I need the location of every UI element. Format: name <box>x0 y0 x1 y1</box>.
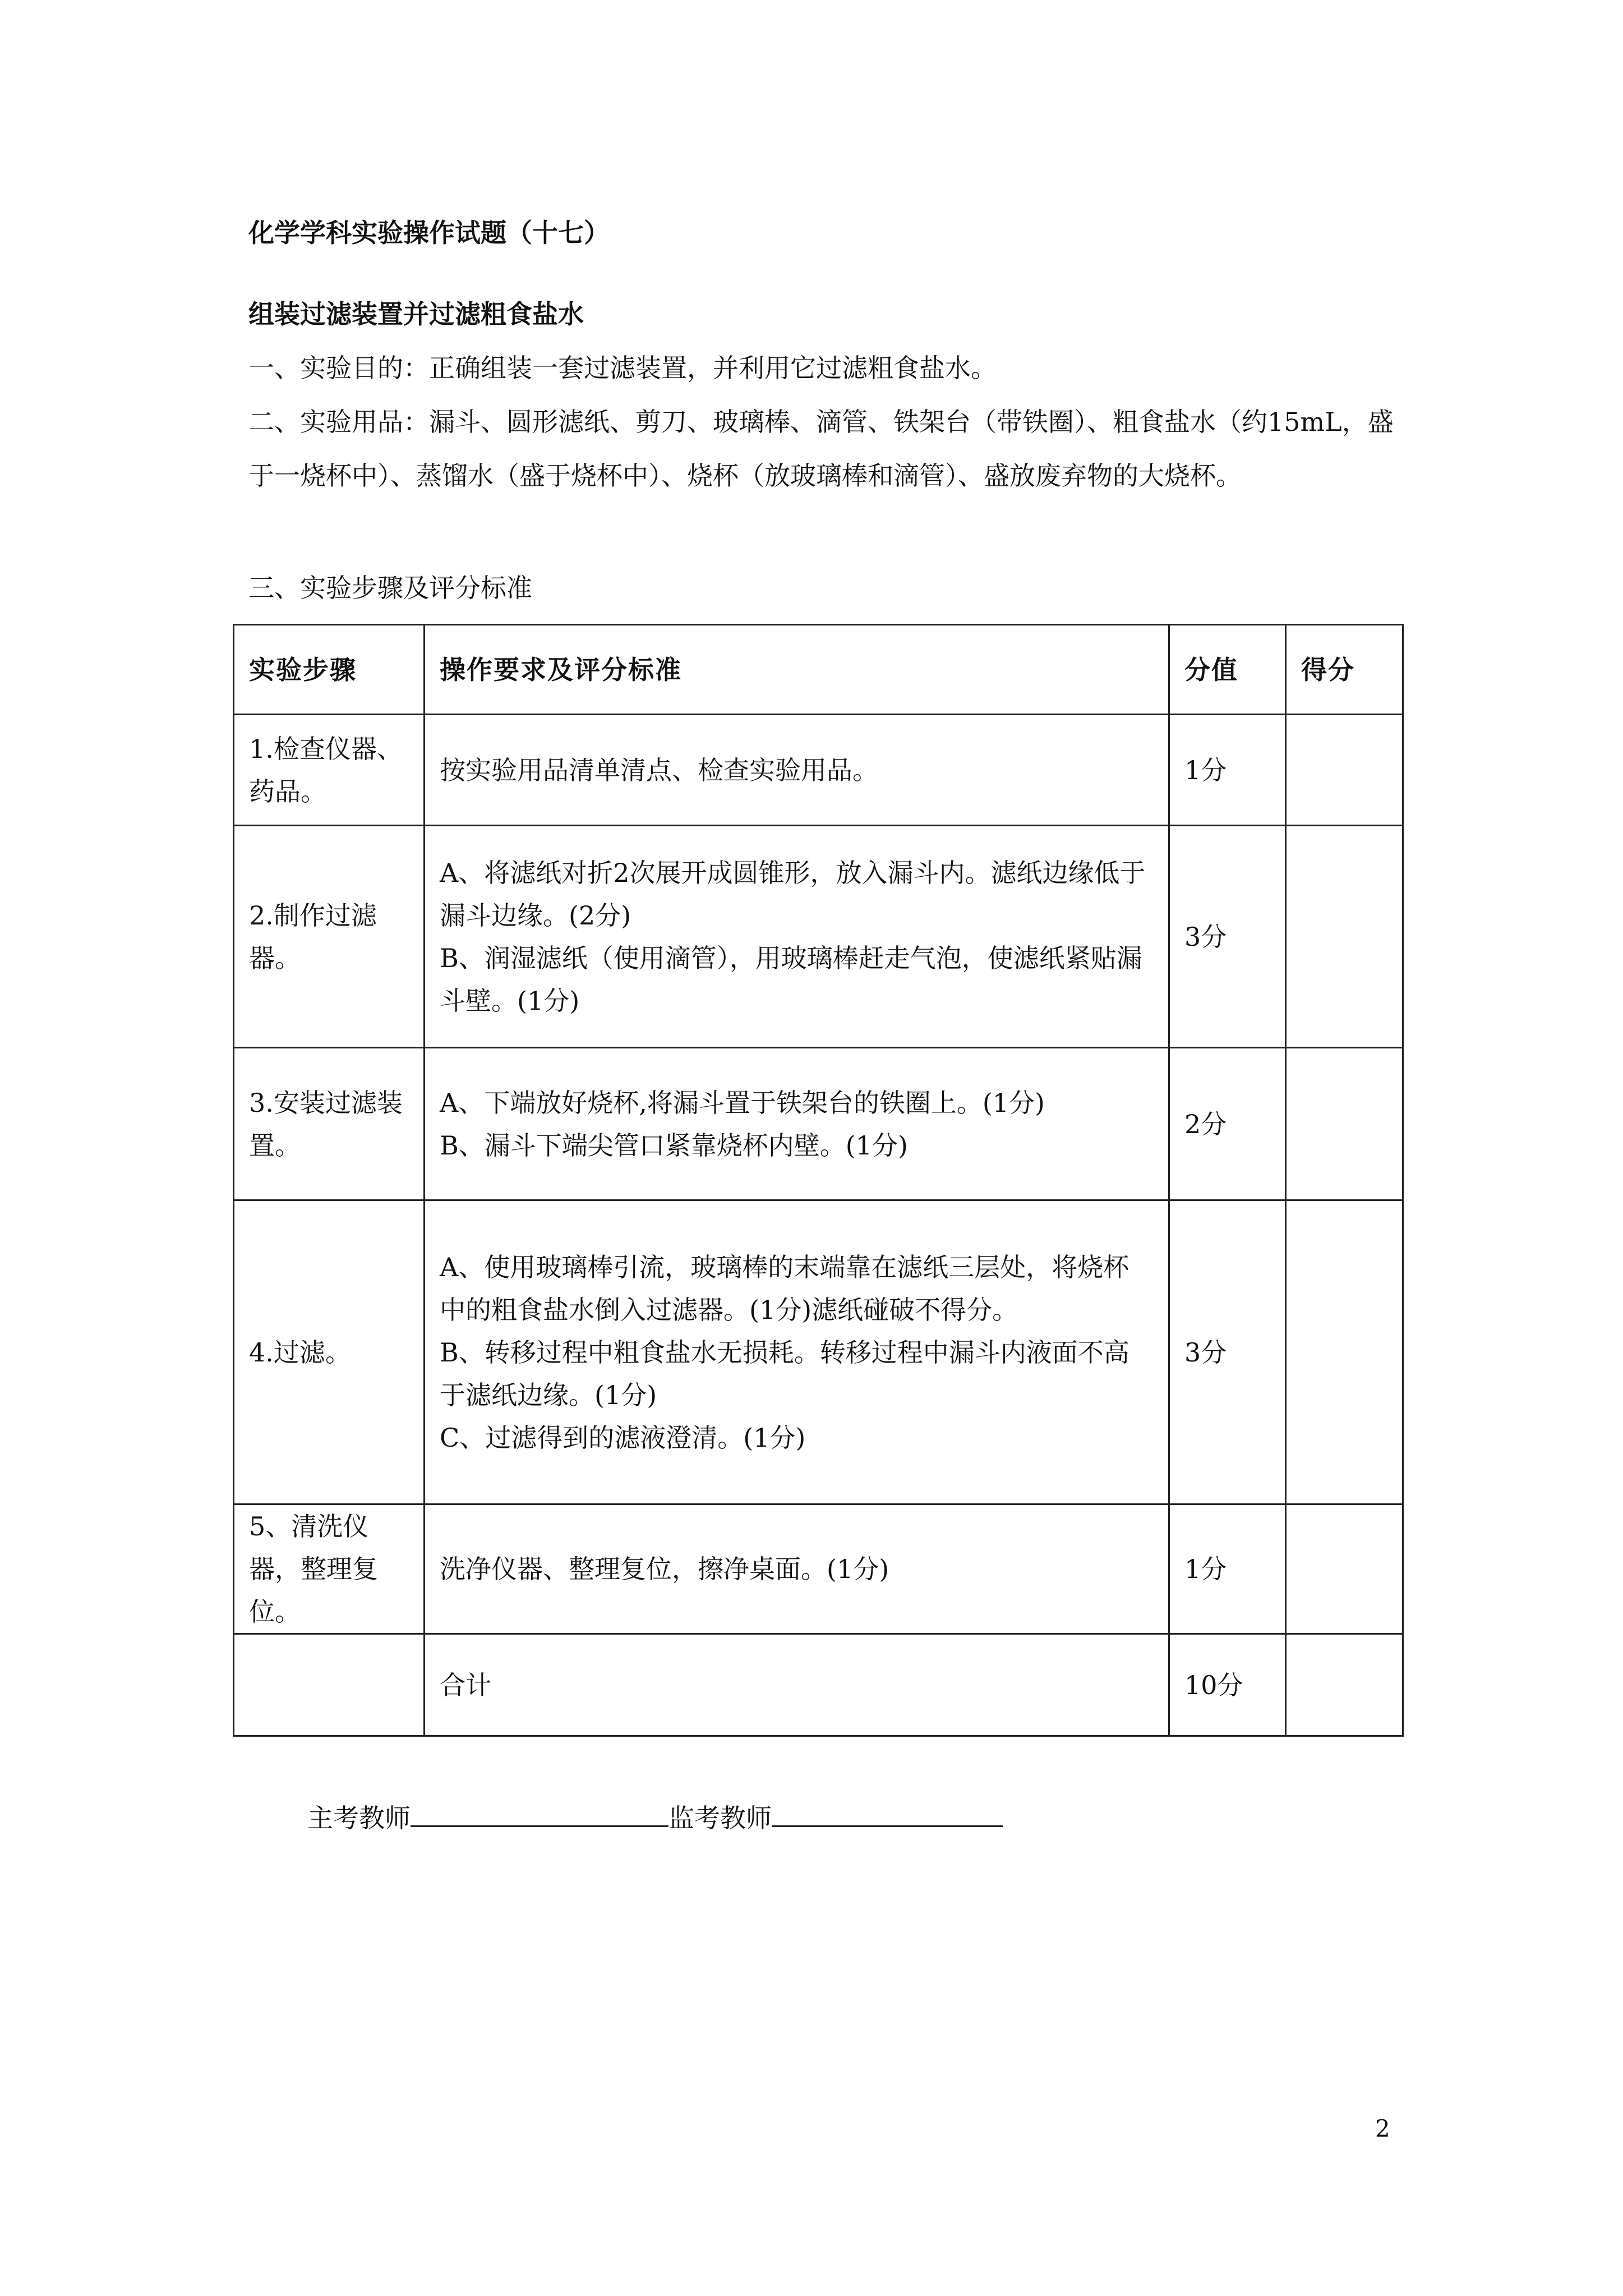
table-total-row <box>234 1634 1403 1736</box>
requirement-line: A、将滤纸对折2次展开成圆锥形，放入漏斗内。滤纸边缘低于漏斗边缘。(2分) <box>440 857 1146 931</box>
table-row <box>234 1048 1403 1200</box>
proctor-label: 监考教师 <box>668 1803 772 1833</box>
requirement-line: 按实验用品清单清点、检查实验用品。 <box>440 754 878 785</box>
score-cell <box>1286 1200 1403 1504</box>
document-title: 化学学科实验操作试题（十七） <box>248 218 610 248</box>
examiner-signature-blank[interactable] <box>411 1800 668 1827</box>
requirement-line: 洗净仪器、整理复位，擦净桌面。(1分) <box>440 1554 889 1584</box>
score-cell <box>1286 826 1403 1048</box>
points-cell: 3分 <box>1169 826 1286 1048</box>
page-number: 2 <box>1375 2115 1390 2142</box>
table-row <box>234 1504 1403 1634</box>
requirement-line: B、转移过程中粗食盐水无损耗。转移过程中漏斗内液面不高于滤纸边缘。(1分) <box>440 1337 1129 1410</box>
examiner-label: 主考教师 <box>307 1803 411 1833</box>
experiment-subtitle: 组装过滤装置并过滤粗食盐水 <box>248 299 584 329</box>
requirement-line: B、漏斗下端尖管口紧靠烧杯内壁。(1分) <box>440 1130 908 1161</box>
proctor-signature-blank[interactable] <box>772 1800 1003 1827</box>
points-cell: 10分 <box>1169 1634 1286 1736</box>
requirements-cell <box>425 1634 1169 1736</box>
requirements-cell <box>425 826 1169 1048</box>
step-cell: 3.安装过滤装置。 <box>234 1048 425 1200</box>
step-cell <box>234 1634 425 1736</box>
score-cell <box>1286 1634 1403 1736</box>
step-cell: 4.过滤。 <box>234 1200 425 1504</box>
requirement-line: C、过滤得到的滤液澄清。(1分) <box>440 1422 806 1453</box>
requirement-line: A、使用玻璃棒引流，玻璃棒的末端靠在滤纸三层处，将烧杯中的粗食盐水倒入过滤器。(1分)滤纸碰破不得分。 <box>440 1251 1129 1325</box>
header-requirements: 操作要求及评分标准 <box>425 625 1169 715</box>
requirements-cell <box>425 1200 1169 1504</box>
score-cell <box>1286 1504 1403 1634</box>
table-row <box>234 715 1403 826</box>
score-cell <box>1286 715 1403 826</box>
steps-heading: 三、实验步骤及评分标准 <box>248 573 532 603</box>
requirements-cell <box>425 1504 1169 1634</box>
points-cell: 1分 <box>1169 1504 1286 1634</box>
requirement-line: B、润湿滤纸（使用滴管），用玻璃棒赶走气泡，使滤纸紧贴漏斗壁。(1分) <box>440 942 1142 1016</box>
step-cell: 2.制作过滤器。 <box>234 826 425 1048</box>
header-points: 分值 <box>1169 625 1286 715</box>
score-cell <box>1286 1048 1403 1200</box>
step-cell: 1.检查仪器、药品。 <box>234 715 425 826</box>
header-score: 得分 <box>1286 625 1403 715</box>
experiment-materials: 二、实验用品：漏斗、圆形滤纸、剪刀、玻璃棒、滴管、铁架台（带铁圈）、粗食盐水（约15mL，盛于一烧杯中）、蒸馏水（盛于烧杯中）、烧杯（放玻璃棒和滴管）、盛放废弃物的大烧杯。 <box>248 407 1394 491</box>
step-cell: 5、清洗仪器，整理复位。 <box>234 1504 425 1634</box>
signature-line <box>307 1800 1003 1835</box>
header-step: 实验步骤 <box>234 625 425 715</box>
points-cell: 2分 <box>1169 1048 1286 1200</box>
requirement-line: A、下端放好烧杯,将漏斗置于铁架台的铁圈上。(1分) <box>440 1087 1045 1118</box>
table-row <box>234 1200 1403 1504</box>
table-row <box>234 826 1403 1048</box>
requirements-cell <box>425 1048 1169 1200</box>
scoring-table <box>233 624 1404 1737</box>
requirements-cell <box>425 715 1169 826</box>
total-label: 合计 <box>440 1669 491 1700</box>
experiment-purpose: 一、实验目的：正确组装一套过滤装置，并利用它过滤粗食盐水。 <box>248 353 997 383</box>
points-cell: 3分 <box>1169 1200 1286 1504</box>
table-header-row <box>234 625 1403 715</box>
points-cell: 1分 <box>1169 715 1286 826</box>
